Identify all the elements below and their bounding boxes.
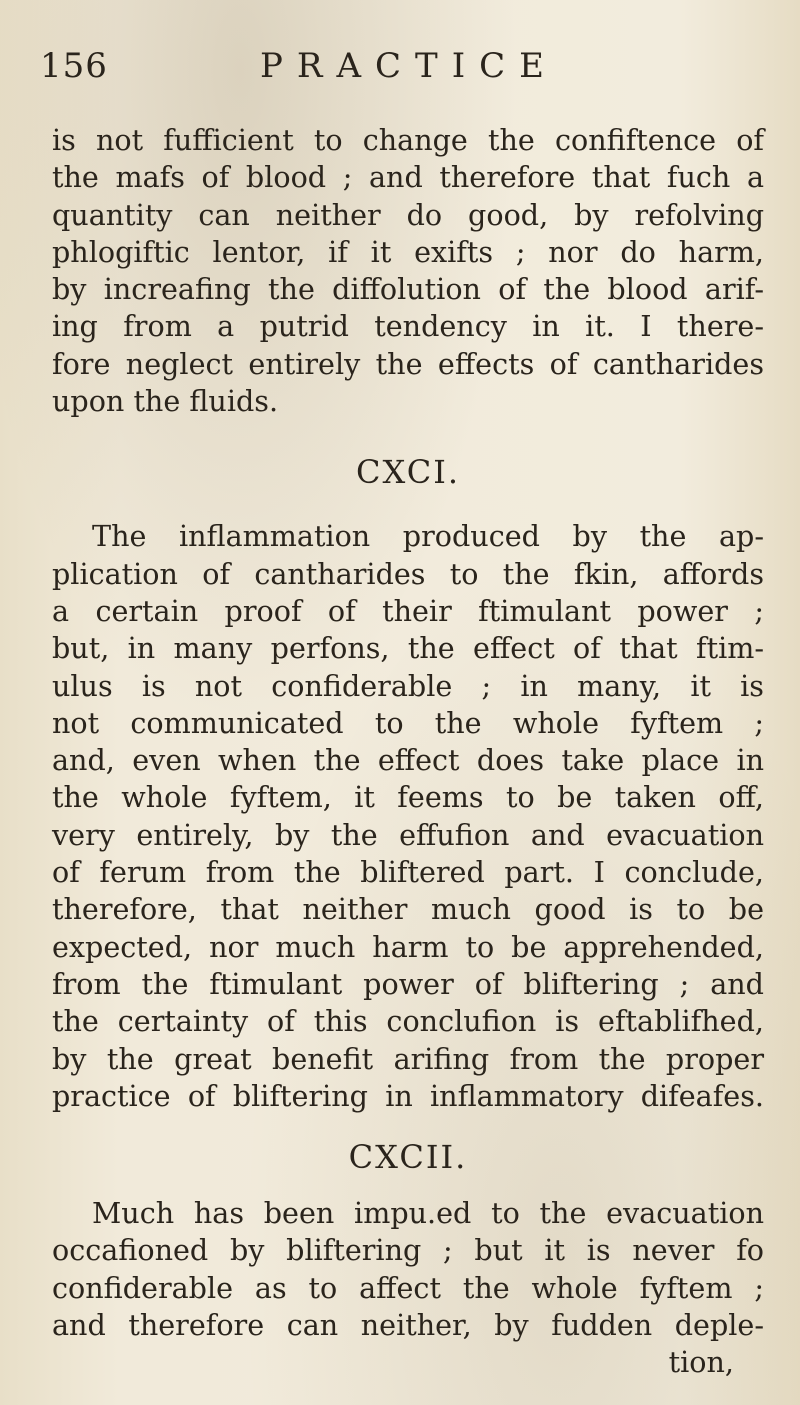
text-line: by the great benefit arifing from the proper [52,1041,764,1076]
text-line: the whole fyftem, it feems to be taken off, [52,780,764,815]
text-line: and therefore can neither, by fudden deple- [52,1308,764,1343]
text-line: expected, nor much harm to be apprehended, [52,929,764,964]
text-line: and, even when the effect does take place in [52,743,764,778]
text-line: ing from a putrid tendency in it. I there- [52,309,764,344]
text-line: from the ftimulant power of bliftering ; and [52,966,764,1001]
text-line: of ferum from the bliftered part. I conclude, [52,855,764,890]
text-line: by increafing the diffolution of the blood arif- [52,272,764,307]
text-line: but, in many perfons, the effect of that ftim- [52,631,764,666]
section-heading-cxci: CXCI. [356,453,460,492]
text-line: Much has been impu.ed to the evacuation [92,1196,764,1231]
running-head [40,46,760,86]
text-line: the mafs of blood ; and therefore that fuch a [52,160,764,195]
paragraph-cxci [52,518,764,1115]
text-line: fore neglect entirely the effects of cantharides [52,346,764,381]
text-line: very entirely, by the effufion and evacuation [52,817,764,852]
text-line: plication of cantharides to the fkin, affords [52,556,764,591]
catchword: tion, [668,1345,734,1380]
running-title: PRACTICE [260,46,558,86]
text-line: The inflammation produced by the ap- [92,519,764,554]
text-line: not communicated to the whole fyftem ; [52,705,764,740]
paragraph-continuation [52,122,764,420]
section-heading-cxcii: CXCII. [348,1138,468,1177]
text-line: practice of bliftering in inflammatory difeafes. [52,1078,764,1113]
text-line: a certain proof of their ftimulant power ; [52,593,764,628]
text-line: is not fufficient to change the confiftence of [52,123,764,157]
text-line: ulus is not confiderable ; in many, it is [52,668,764,703]
paragraph-cxcii [52,1195,764,1381]
text-line: confiderable as to affect the whole fyftem ; [52,1270,764,1305]
body-text [52,122,764,1382]
text-line: the certainty of this conclufion is eftablifhed, [52,1004,764,1039]
text-line: phlogiftic lentor, if it exifts ; nor do harm, [52,234,764,269]
text-line: therefore, that neither much good is to be [52,892,764,927]
text-line: occafioned by bliftering ; but it is never fo [52,1233,764,1268]
text-line: quantity can neither do good, by refolving [52,197,764,232]
page-number: 156 [40,46,108,86]
text-line: upon the fluids. [52,384,279,419]
